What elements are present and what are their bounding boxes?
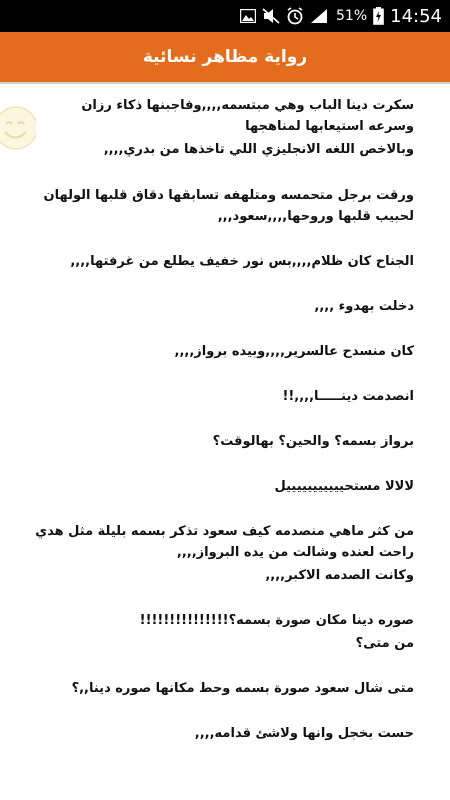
story-paragraph: من متى؟ xyxy=(355,636,414,651)
story-paragraph: من كثر ماهي منصدمه كيف سعود تذكر بسمه بليلة مثل هدي راحت لعنده وشالت من يده البرواز,,,, xyxy=(35,524,414,560)
smiley-watermark-icon xyxy=(0,104,36,156)
clock: 14:54 xyxy=(390,5,442,27)
app-title: رواية مظاهر نسائية xyxy=(142,47,308,67)
story-paragraph: كان منسدح عالسرير,,,,وبيده برواز,,,, xyxy=(174,344,414,359)
story-paragraph: وكانت الصدمه الاكبر,,,, xyxy=(265,568,414,583)
story-paragraph: سكرت دينا الباب وهي مبتسمه,,,,وفاجبنها ذكاء رزان وسرعه استيعابها لمناهجها xyxy=(81,98,414,134)
image-icon xyxy=(240,9,256,23)
story-paragraph: حست بخجل وانها ولاشئ قدامه,,,, xyxy=(194,726,414,741)
alarm-icon xyxy=(286,7,304,25)
story-paragraph: لالالا مستحيييييييييييل xyxy=(274,479,414,494)
status-bar xyxy=(0,0,450,32)
story-paragraph: متى شال سعود صورة بسمه وحط مكانها صوره دينا,,؟ xyxy=(71,681,414,696)
story-content xyxy=(34,86,414,744)
battery-charging-icon xyxy=(373,7,384,25)
mute-icon xyxy=(262,8,280,24)
story-paragraph: صوره دينا مكان صورة بسمه؟!!!!!!!!!!!!!!! xyxy=(139,613,414,628)
story-paragraph: وبالاخص اللغه الانجليزي اللي تاخذها من بدري,,,, xyxy=(103,142,414,157)
story-paragraph: ورقت برجل متحمسه ومتلهفه تسابقها دقاق قلبها الولهان لحبيب قلبها وروحها,,,,سعود,,, xyxy=(43,188,414,224)
app-bar-divider xyxy=(0,82,450,84)
app-bar xyxy=(0,32,450,82)
signal-icon xyxy=(310,8,328,24)
story-paragraph: الجناح كان ظلام,,,,بس نور خفيف يطلع من غرفتها,,,, xyxy=(70,254,414,269)
story-paragraph: برواز بسمه؟ والحين؟ بهالوقت؟ xyxy=(212,434,414,449)
story-paragraph: دخلت بهدوء ,,,, xyxy=(314,299,414,314)
battery-percent: 51% xyxy=(336,8,368,24)
story-paragraph: انصدمت دينـــــا,,,,!! xyxy=(282,389,414,404)
